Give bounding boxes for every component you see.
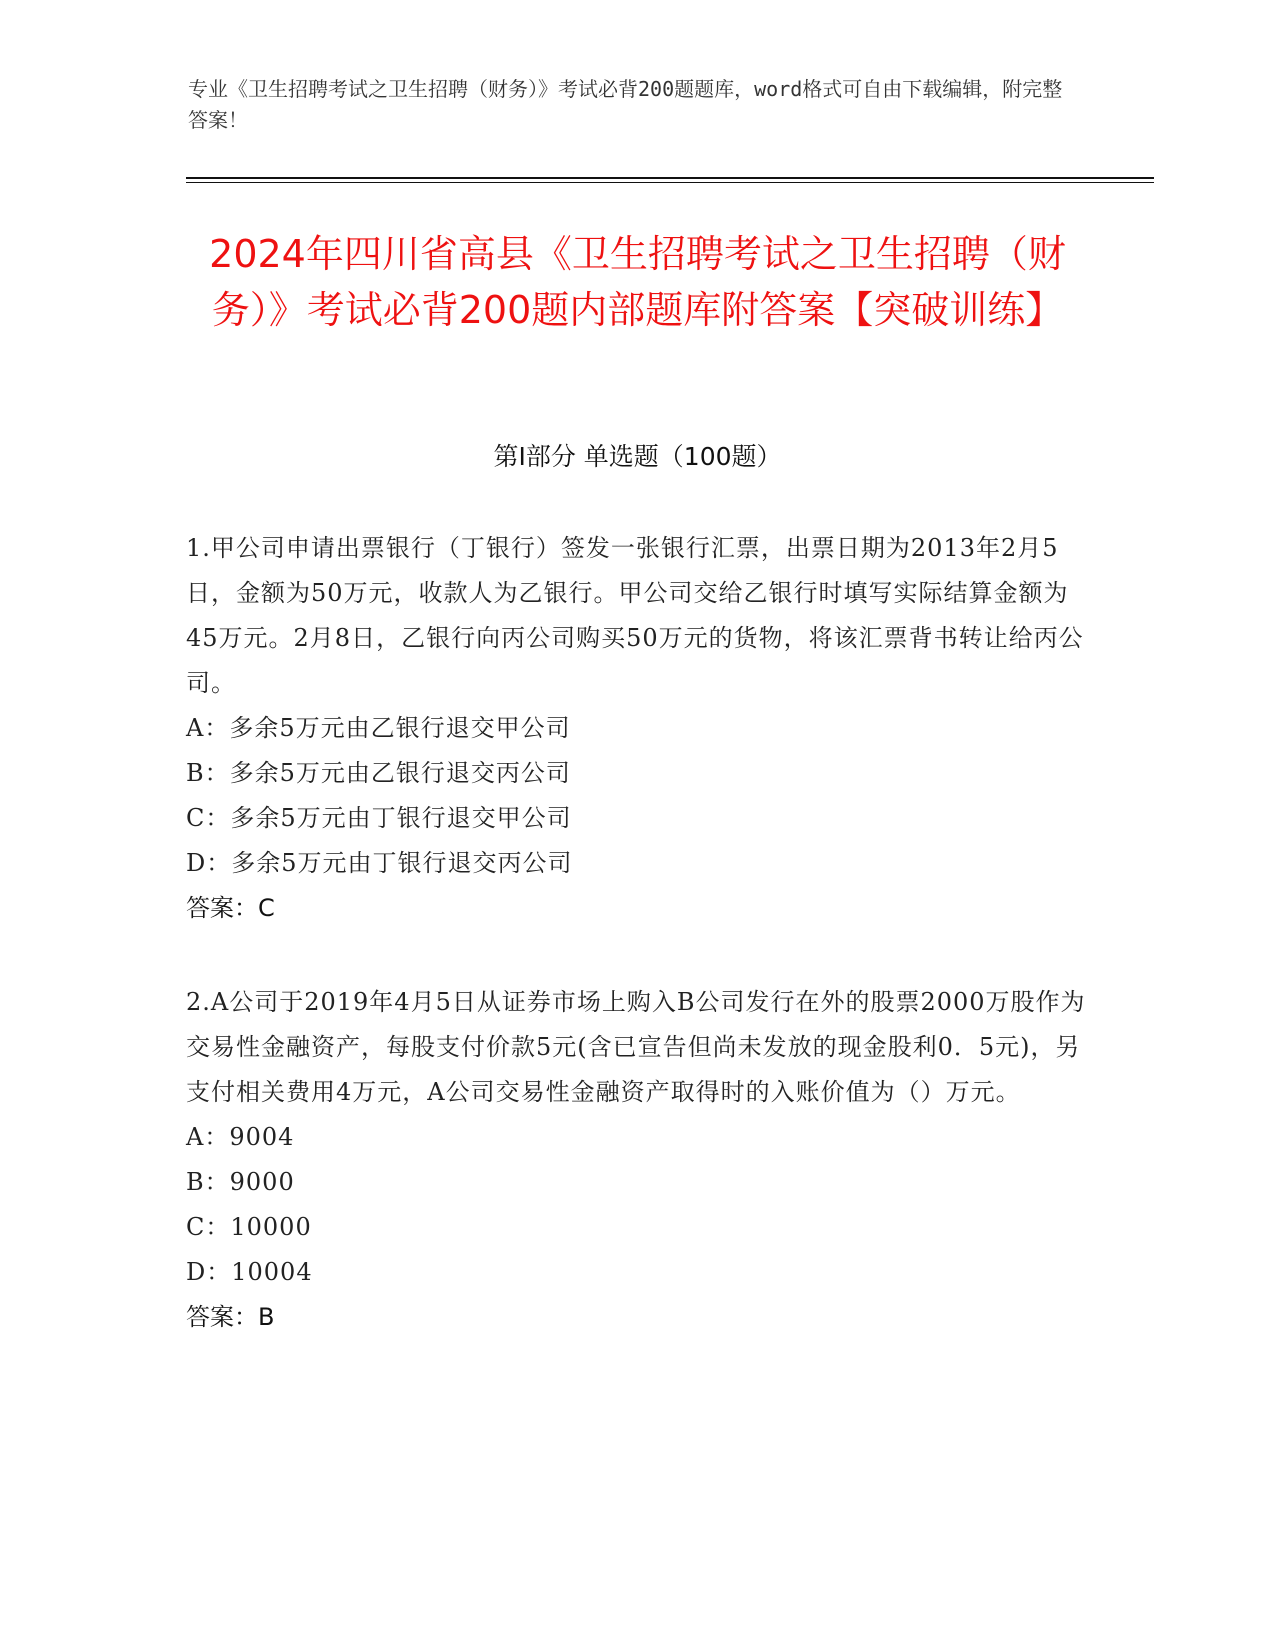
- option-a: A：9004: [186, 1123, 295, 1151]
- question-2: [186, 980, 1086, 1340]
- option-c: C：10000: [186, 1213, 312, 1241]
- option-d: D：10004: [186, 1258, 313, 1286]
- option-d: D：多余5万元由丁银行退交丙公司: [186, 849, 573, 877]
- question-1: [186, 526, 1086, 931]
- section-heading: 第I部分 单选题（100题）: [493, 442, 782, 471]
- option-a: A：多余5万元由乙银行退交甲公司: [186, 714, 571, 742]
- document-title: 2024年四川省高县《卫生招聘考试之卫生招聘（财务）》考试必背200题内部题库附答案【突破训练】: [209, 232, 1066, 332]
- option-b: B：多余5万元由乙银行退交丙公司: [186, 759, 571, 787]
- option-c: C：多余5万元由丁银行退交甲公司: [186, 804, 572, 832]
- header-divider-thin: [186, 182, 1154, 183]
- question-stem: 2.A公司于2019年4月5日从证券市场上购入B公司发行在外的股票2000万股作为交易性金融资产，每股支付价款5元(含已宣告但尚未发放的现金股利0．5元)，另支付相关费用4万元，A公司交易性金融资产取得时的入账价值为（）万元。: [186, 988, 1086, 1106]
- header-note: 专业《卫生招聘考试之卫生招聘（财务）》考试必背200题题库，word格式可自由下载编辑，附完整答案！: [188, 77, 1063, 132]
- header-divider: [186, 177, 1154, 179]
- answer: 答案：B: [186, 1303, 275, 1331]
- option-b: B：9000: [186, 1168, 295, 1196]
- answer: 答案：C: [186, 894, 275, 922]
- question-stem: 1.甲公司申请出票银行（丁银行）签发一张银行汇票，出票日期为2013年2月5日，金额为50万元，收款人为乙银行。甲公司交给乙银行时填写实际结算金额为45万元。2月8日，乙银行向丙公司购买50万元的货物，将该汇票背书转让给丙公司。: [186, 534, 1084, 697]
